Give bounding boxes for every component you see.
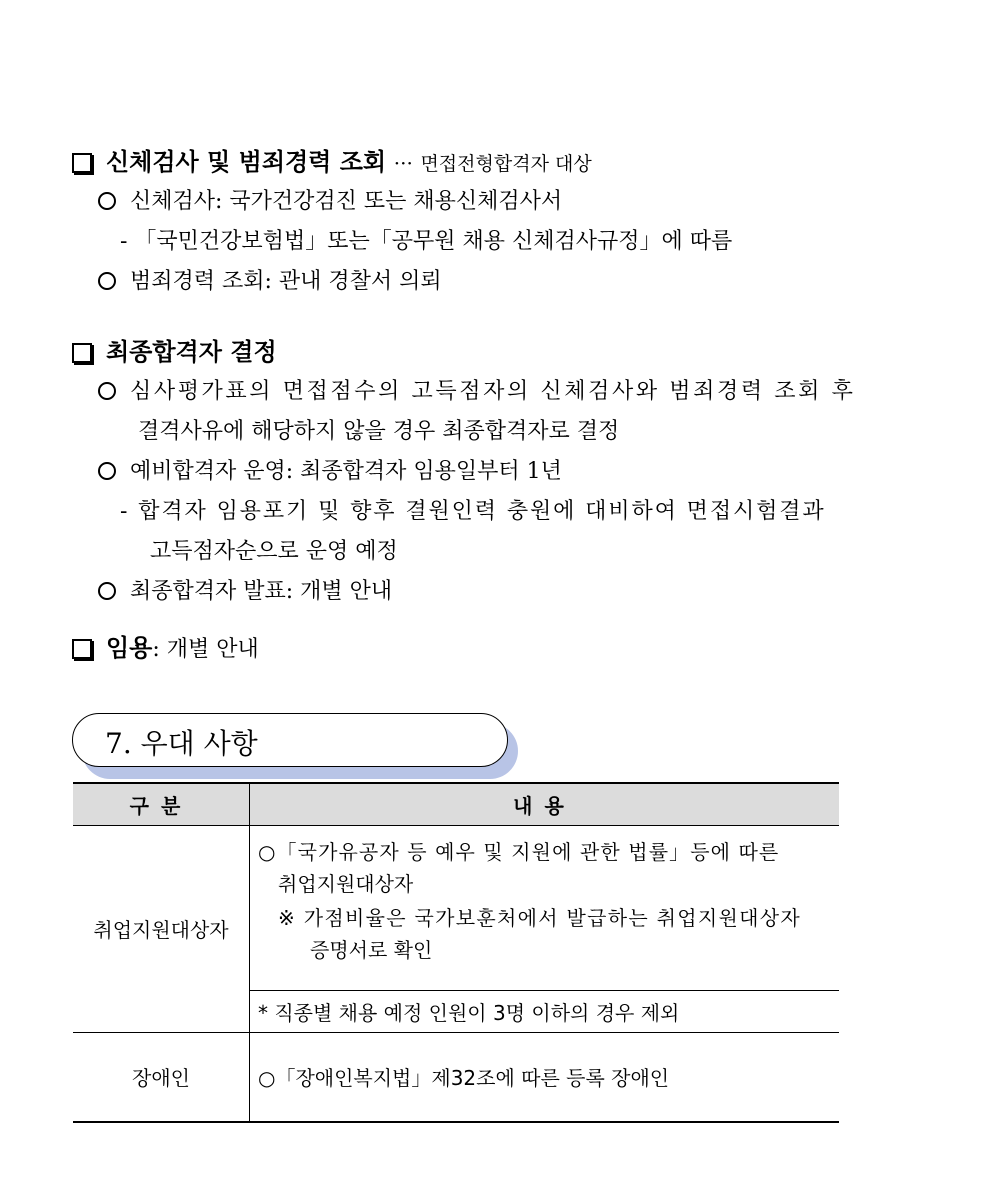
- section-title: 신체검사 및 범죄경력 조회: [106, 147, 387, 176]
- row-content-employment-support: [250, 825, 840, 990]
- table-row: [73, 1032, 839, 1122]
- ellipsis: ···: [393, 151, 413, 175]
- circle-bullet-icon: [98, 272, 116, 290]
- circle-bullet-icon: [98, 382, 116, 400]
- list-item-continuation: 결격사유에 해당하지 않을 경우 최종합격자로 결정: [138, 419, 620, 444]
- list-item: 심사평가표의 면접점수의 고득점자의 신체검사와 범죄경력 조회 후: [98, 374, 924, 405]
- list-subitem: - 합격자 임용포기 및 향후 결원인력 충원에 대비하여 면접시험결과: [120, 499, 826, 524]
- table-header-content: 내용: [513, 793, 576, 818]
- list-subitem: - 「국민건강보험법」또는「공무원 채용 신체검사규정」에 따름: [120, 229, 733, 254]
- content-line: ○「국가유공자 등 예우 및 지원에 관한 법률」등에 따른: [258, 839, 780, 864]
- section-heading-health-check: [72, 142, 592, 177]
- list-item: 신체검사: 국가건강검진 또는 채용신체검사서: [98, 184, 562, 215]
- circle-bullet-icon: [98, 462, 116, 480]
- list-item: 예비합격자 운영: 최종합격자 임용일부터 1년: [98, 454, 562, 485]
- row-footnote: * 직종별 채용 예정 인원이 3명 이하의 경우 제외: [250, 990, 840, 1032]
- note-line: 증명서로 확인: [310, 937, 433, 962]
- section-rest: : 개별 안내: [152, 637, 259, 662]
- title-box-text: 7. 우대 사항: [105, 727, 258, 760]
- section-subtitle: 면접전형합격자 대상: [420, 153, 592, 175]
- title-box: [72, 713, 508, 767]
- list-item: 범죄경력 조회: 관내 경찰서 의뢰: [98, 264, 442, 295]
- checkbox-square-icon: [72, 639, 92, 659]
- table-header-category: 구분: [73, 783, 250, 825]
- preference-table: [73, 782, 839, 1123]
- table-row: [73, 825, 839, 990]
- row-label-employment-support: 취업지원대상자: [73, 825, 250, 1032]
- section-heading-appointment: [72, 628, 259, 663]
- list-subitem-continuation: 고득점자순으로 운영 예정: [150, 539, 398, 564]
- checkbox-square-icon: [72, 343, 92, 363]
- section-heading-final-decision: [72, 332, 277, 367]
- row-label-disabled: 장애인: [73, 1032, 250, 1122]
- content-line: 취업지원대상자: [278, 871, 414, 896]
- circle-bullet-icon: [98, 192, 116, 210]
- note-line: ※ 가점비율은 국가보훈처에서 발급하는 취업지원대상자: [278, 905, 801, 930]
- section-title: 최종합격자 결정: [106, 337, 277, 366]
- circle-bullet-icon: [98, 582, 116, 600]
- table-header-row: [73, 783, 839, 825]
- row-content-disabled: ○「장애인복지법」제32조에 따른 등록 장애인: [250, 1032, 840, 1122]
- section-title: 임용: [106, 633, 153, 662]
- list-item: 최종합격자 발표: 개별 안내: [98, 574, 392, 605]
- checkbox-square-icon: [72, 153, 92, 173]
